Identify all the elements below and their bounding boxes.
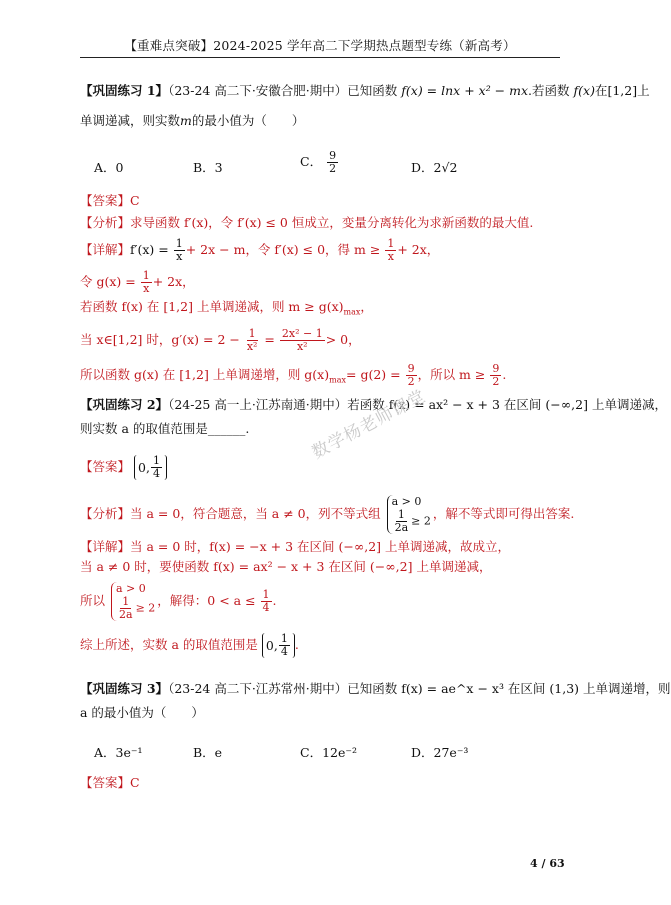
q1-stem-text: 已知函数 — [347, 83, 398, 98]
answer-label: 【答案】 — [80, 193, 131, 208]
header-rule — [80, 57, 560, 58]
conclusion-text: 综上所述，实数 a 的取值范围是 — [80, 637, 258, 652]
q3-option-b: B．e — [193, 745, 223, 760]
analysis-text: 求导函数 f′(x)，令 f′(x) ≤ 0 恒成立，变量分离转化为求新函数的最大值. — [130, 215, 534, 230]
frac-1-over-x — [174, 238, 185, 263]
q1-stem2-end: 的最小值为（ ） — [191, 113, 305, 128]
line7-text: 所以函数 g(x) 在 [1,2] 上单调递增，则 g(x) — [80, 367, 330, 382]
line6-text: 当 x∈[1,2] 时，g′(x) = 2 − — [80, 332, 244, 347]
frac-num: 2x² − 1 — [281, 327, 323, 340]
q1-option-c — [300, 150, 339, 175]
line5-text: 若函数 f(x) 在 [1,2] 上单调递减，则 m ≥ g(x) — [80, 299, 344, 314]
frac-num: 1 — [142, 269, 150, 282]
q1-analysis — [80, 215, 533, 231]
q1-option-d-value: 2√2 — [433, 160, 458, 175]
q2-stem-line2: 则实数 a 的取值范围是______. — [80, 421, 250, 436]
frac-den: x² — [246, 340, 258, 353]
q2-stem: 若函数 f(x) = ax² − x + 3 在区间 (−∞,2] 上单调递减， — [347, 397, 667, 412]
frac-1-over-4 — [151, 455, 162, 480]
q1-detail-line5 — [80, 299, 373, 321]
conclusion-end: . — [294, 637, 299, 652]
q2-conclusion — [80, 633, 299, 658]
frac-den: 2a — [119, 608, 133, 621]
q3-option-a: A．3e⁻¹ — [94, 745, 143, 760]
max-sub: max — [343, 307, 361, 317]
q1-option-b: B．3 — [193, 160, 223, 175]
detail-label: 【详解】 — [80, 539, 131, 554]
detail-text-end: + 2x， — [397, 242, 440, 257]
q1-option-c-label: C． — [300, 154, 323, 169]
q1-detail-line1 — [80, 238, 439, 263]
line6-end: > 0， — [325, 332, 361, 347]
q1-stem-text-2: .若函数 — [528, 83, 570, 98]
frac-den: x — [387, 250, 394, 263]
q1-interval: [1,2] — [607, 83, 638, 98]
analysis-label: 【分析】 — [80, 215, 131, 230]
analysis-text: 当 a = 0，符合题意，当 a ≠ 0，列不等式组 — [130, 506, 381, 521]
answer-label: 【答案】 — [80, 775, 131, 790]
q3-source: （23-24 高二下·江苏常州·期中） — [168, 681, 348, 696]
frac-num: 9 — [492, 362, 500, 375]
let-g-end: + 2x， — [152, 274, 195, 289]
frac-den: 2 — [492, 375, 500, 388]
q3-option-c: C．12e⁻² — [300, 745, 357, 760]
q1-option-a: A．0 — [94, 160, 124, 175]
line7-then: ，所以 m ≥ — [417, 367, 490, 382]
ineq-1: a > 0 — [391, 495, 422, 508]
equals: = — [260, 332, 279, 347]
frac-num: 1 — [280, 632, 288, 645]
answer-label: 【答案】 — [80, 459, 131, 474]
detail-label: 【详解】 — [80, 242, 131, 257]
q2-label: 【巩固练习 2】 — [80, 397, 169, 412]
line7-eq: = g(2) = — [346, 367, 405, 382]
frac-den: 4 — [280, 645, 288, 658]
q1-option-d-label: D． — [411, 160, 434, 175]
page-header: 【重难点突破】2024-2025 学年高二下学期热点题型专练（新高考） — [124, 38, 516, 53]
frac-1-over-4-b — [261, 589, 272, 614]
frac-1-over-x-2 — [385, 238, 396, 263]
frac-num: 1 — [262, 588, 270, 601]
frac-1-over-2a-b — [117, 596, 135, 621]
answer-value: C — [130, 193, 140, 208]
q2-detail-line3 — [80, 582, 277, 621]
frac-1-over-x2 — [245, 328, 260, 353]
frac-num: 1 — [152, 454, 160, 467]
q1-option-d — [411, 158, 457, 176]
frac-den: 2 — [329, 162, 337, 175]
watermark-text: 数学杨老师课堂 — [308, 386, 430, 464]
q2-conclusion-interval — [262, 633, 295, 658]
q1-on: 上 — [637, 83, 650, 98]
max-sub-2: max — [329, 375, 346, 385]
q1-stem2: 单调递减，则实数 — [80, 113, 181, 128]
q2-source: （24-25 高一上·江苏南通·期中） — [168, 397, 348, 412]
ineq-2 — [392, 509, 431, 534]
q1-in: 在 — [594, 83, 608, 98]
interval-left: 0, — [138, 459, 150, 475]
frac-num: 1 — [175, 237, 183, 250]
detail-text: + 2x − m，令 f′(x) ≤ 0，得 m ≥ — [185, 242, 385, 257]
q3-stem-line2: a 的最小值为（ ） — [80, 705, 204, 720]
frac-2x2-1-over-x2 — [280, 328, 325, 353]
line7-end: . — [502, 367, 507, 382]
analysis-label: 【分析】 — [80, 506, 131, 521]
detail-formula: f′(x) = — [130, 242, 173, 257]
frac-den: x — [143, 282, 150, 295]
ineq-2-rhs: ≥ 2 — [135, 601, 156, 615]
q1-var-m: m — [180, 113, 192, 128]
q1-stem-line1 — [80, 83, 650, 99]
frac-den: 2 — [407, 375, 415, 388]
q3-option-d: D．27e⁻³ — [411, 745, 469, 760]
frac-num: 1 — [248, 327, 256, 340]
frac-1-over-4-c — [279, 633, 290, 658]
frac-num: 9 — [407, 362, 415, 375]
let-g-text: 令 g(x) = — [80, 274, 140, 289]
q3-answer — [80, 775, 140, 791]
detail3-text: 所以 — [80, 593, 106, 608]
q1-detail-line7 — [80, 363, 506, 389]
frac-num: 9 — [329, 149, 337, 162]
detail3-solve: ，解得：0 < a ≤ — [157, 593, 260, 608]
frac-den: x² — [296, 340, 308, 353]
q2-detail-line2: 当 a ≠ 0 时，要使函数 f(x) = ax² − x + 3 在区间 (−∞,2] 上单调递减， — [80, 559, 492, 574]
frac-num: 1 — [122, 595, 130, 608]
frac-num: 1 — [387, 237, 395, 250]
q1-function: f(x) = lnx + x² − mx — [401, 83, 529, 98]
frac-den: 4 — [262, 601, 270, 614]
analysis-end: ，解不等式即可得出答案. — [432, 506, 575, 521]
detail-text: 当 a = 0 时，f(x) = −x + 3 在区间 (−∞,2] 上单调递减，故成立， — [130, 539, 511, 554]
answer-value: C — [130, 775, 140, 790]
q3-stem-line1 — [80, 681, 671, 697]
q3-label: 【巩固练习 3】 — [80, 681, 169, 696]
q2-answer-interval — [134, 455, 167, 480]
q3-stem: 已知函数 f(x) = ae^x − x³ 在区间 (1,3) 上单调递增，则 — [347, 681, 671, 696]
q1-detail-line6 — [80, 328, 361, 353]
q1-label: 【巩固练习 1】 — [80, 83, 169, 98]
q1-source: （23-24 高二下·安徽合肥·期中） — [168, 83, 348, 98]
detail3-end: . — [272, 593, 277, 608]
line5-end: ， — [360, 299, 373, 314]
frac-den: 2a — [394, 521, 409, 534]
q1-let-g — [80, 270, 195, 295]
q2-inequality-system-2 — [111, 582, 155, 621]
frac-num: 1 — [397, 508, 405, 521]
interval-left: 0, — [265, 637, 278, 653]
frac-den: x — [176, 250, 183, 263]
q1-option-c-frac — [327, 150, 338, 175]
q2-detail-line1 — [80, 539, 510, 555]
q2-answer — [80, 455, 167, 480]
page-number: 4 / 63 — [530, 857, 565, 870]
q2-analysis — [80, 495, 574, 534]
ineq-1: a > 0 — [116, 582, 146, 595]
q1-answer — [80, 193, 140, 209]
q1-stem-line2 — [80, 113, 304, 129]
frac-9-over-2-b — [490, 363, 501, 388]
ineq-2-rhs: ≥ 2 — [411, 514, 431, 528]
ineq-2 — [116, 596, 155, 621]
q2-inequality-system — [387, 495, 431, 534]
q1-fx: f(x) — [573, 83, 595, 98]
frac-1-over-x-3 — [141, 270, 152, 295]
frac-den: 4 — [152, 467, 160, 480]
frac-1-over-2a — [393, 509, 411, 534]
